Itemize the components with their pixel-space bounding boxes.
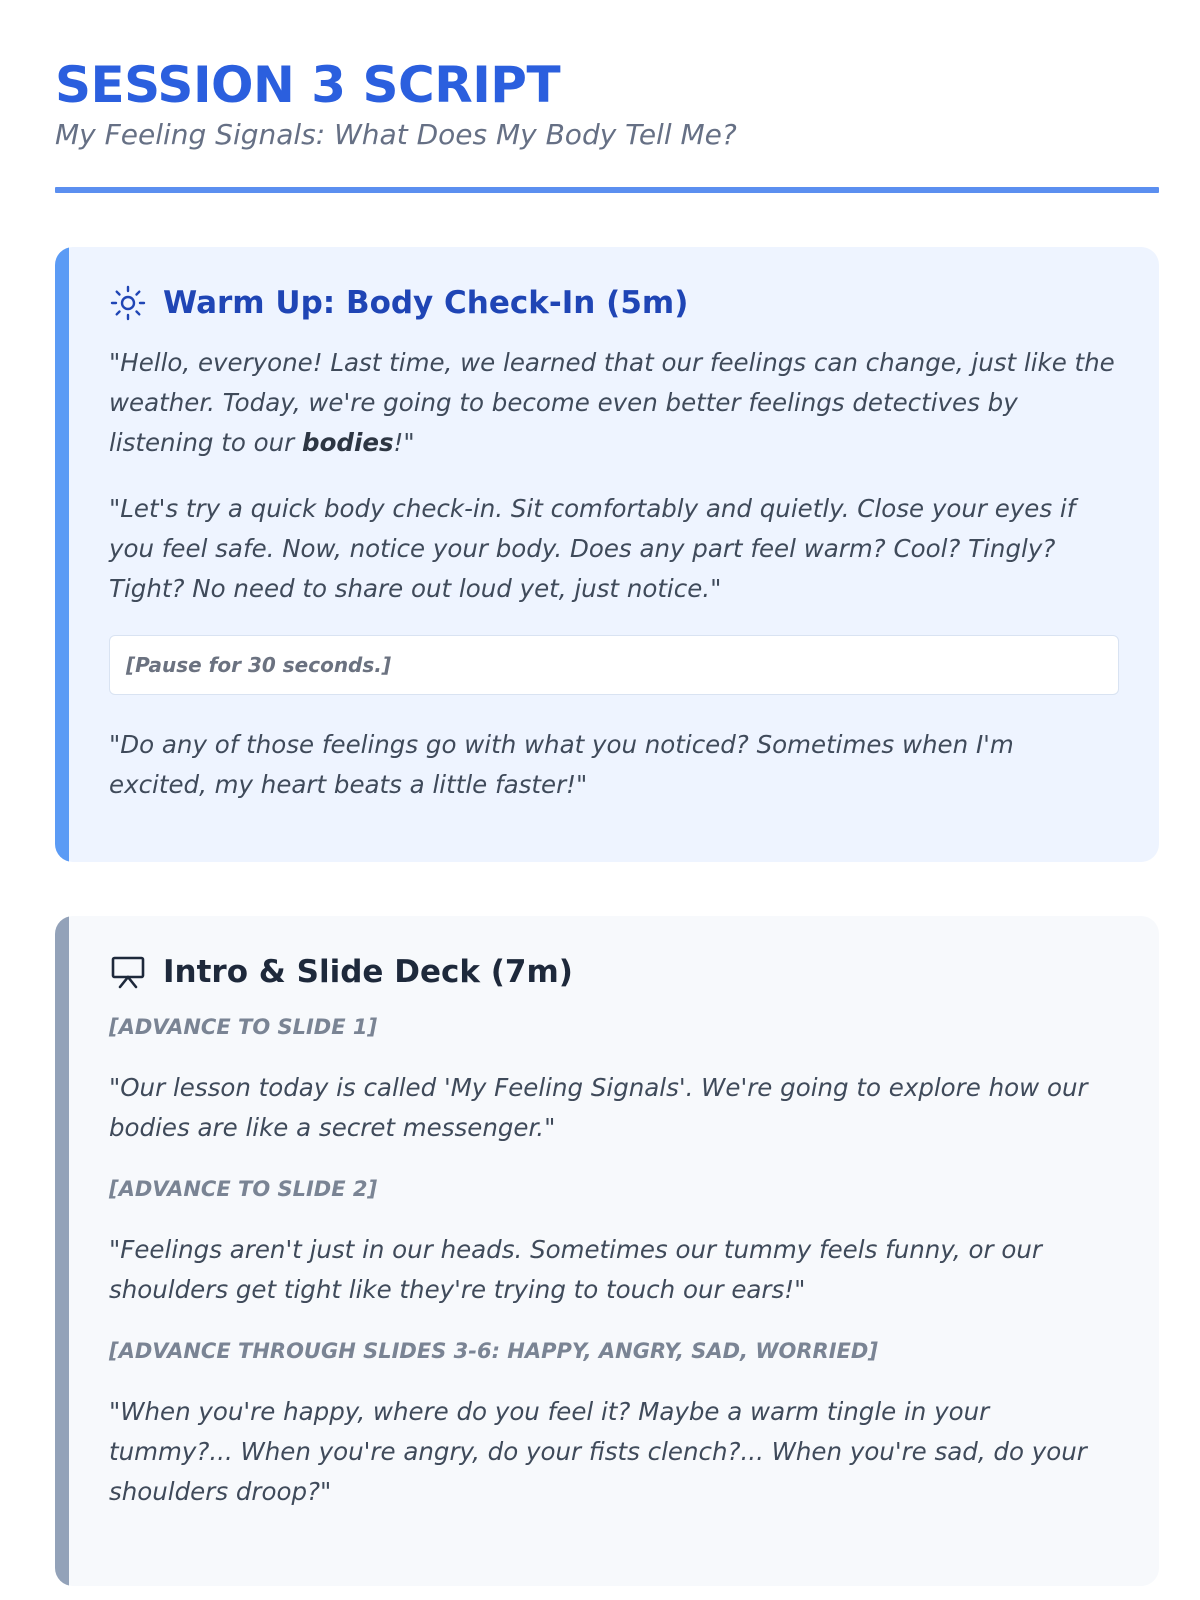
emphasis-bodies: bodies	[302, 428, 394, 457]
warm-up-header	[109, 283, 1119, 323]
presentation-icon	[109, 953, 147, 991]
warm-up-paragraph-1-text: "Hello, everyone! Last time, we learned that our feelings can change, just like the weather. Today, we're going to become even better feelings detectives by listening to our	[109, 348, 1115, 457]
page-title: SESSION 3 SCRIPT	[55, 56, 561, 114]
intro-card	[55, 916, 1159, 1586]
stage-direction-slide-2: [ADVANCE TO SLIDE 2]	[109, 1177, 378, 1201]
intro-paragraph-1: "Our lesson today is called 'My Feeling Signals'. We're going to explore how our bodies are like a secret messenger."	[109, 1073, 1088, 1142]
warm-up-title: Warm Up: Body Check-In (5m)	[163, 285, 689, 321]
warm-up-paragraph-2: "Let's try a quick body check-in. Sit comfortably and quietly. Close your eyes if you feel safe. Now, notice your body. Does any part feel warm? Cool? Tingly? Tight? No need to share out loud yet, just notice."	[109, 494, 1076, 603]
title-divider	[55, 187, 1159, 193]
stage-direction-slides-3-6: [ADVANCE THROUGH SLIDES 3-6: HAPPY, ANGRY, SAD, WORRIED]	[109, 1339, 878, 1363]
intro-paragraph-2: "Feelings aren't just in our heads. Sometimes our tummy feels funny, or our shoulders get tight like they're trying to touch our ears!"	[109, 1235, 1042, 1304]
stage-direction-slide-1: [ADVANCE TO SLIDE 1]	[109, 1015, 378, 1039]
pause-note: [Pause for 30 seconds.]	[109, 635, 1119, 695]
intro-header	[109, 952, 1119, 992]
warm-up-paragraph-1-end: !"	[393, 428, 415, 457]
page-subtitle: My Feeling Signals: What Does My Body Tell Me?	[55, 118, 737, 151]
warm-up-paragraph-3: "Do any of those feelings go with what you noticed? Sometimes when I'm excited, my heart beats a little faster!"	[109, 730, 1014, 799]
sun-icon	[109, 284, 147, 322]
intro-paragraph-3: "When you're happy, where do you feel it? Maybe a warm tingle in your tummy?... When you're angry, do your fists clench?... When you're sad, do your shoulders droop?"	[109, 1397, 1087, 1506]
script-page	[55, 55, 1159, 1586]
intro-title: Intro & Slide Deck (7m)	[163, 954, 573, 990]
warm-up-paragraph-1	[109, 343, 1119, 463]
warm-up-card	[55, 247, 1159, 862]
